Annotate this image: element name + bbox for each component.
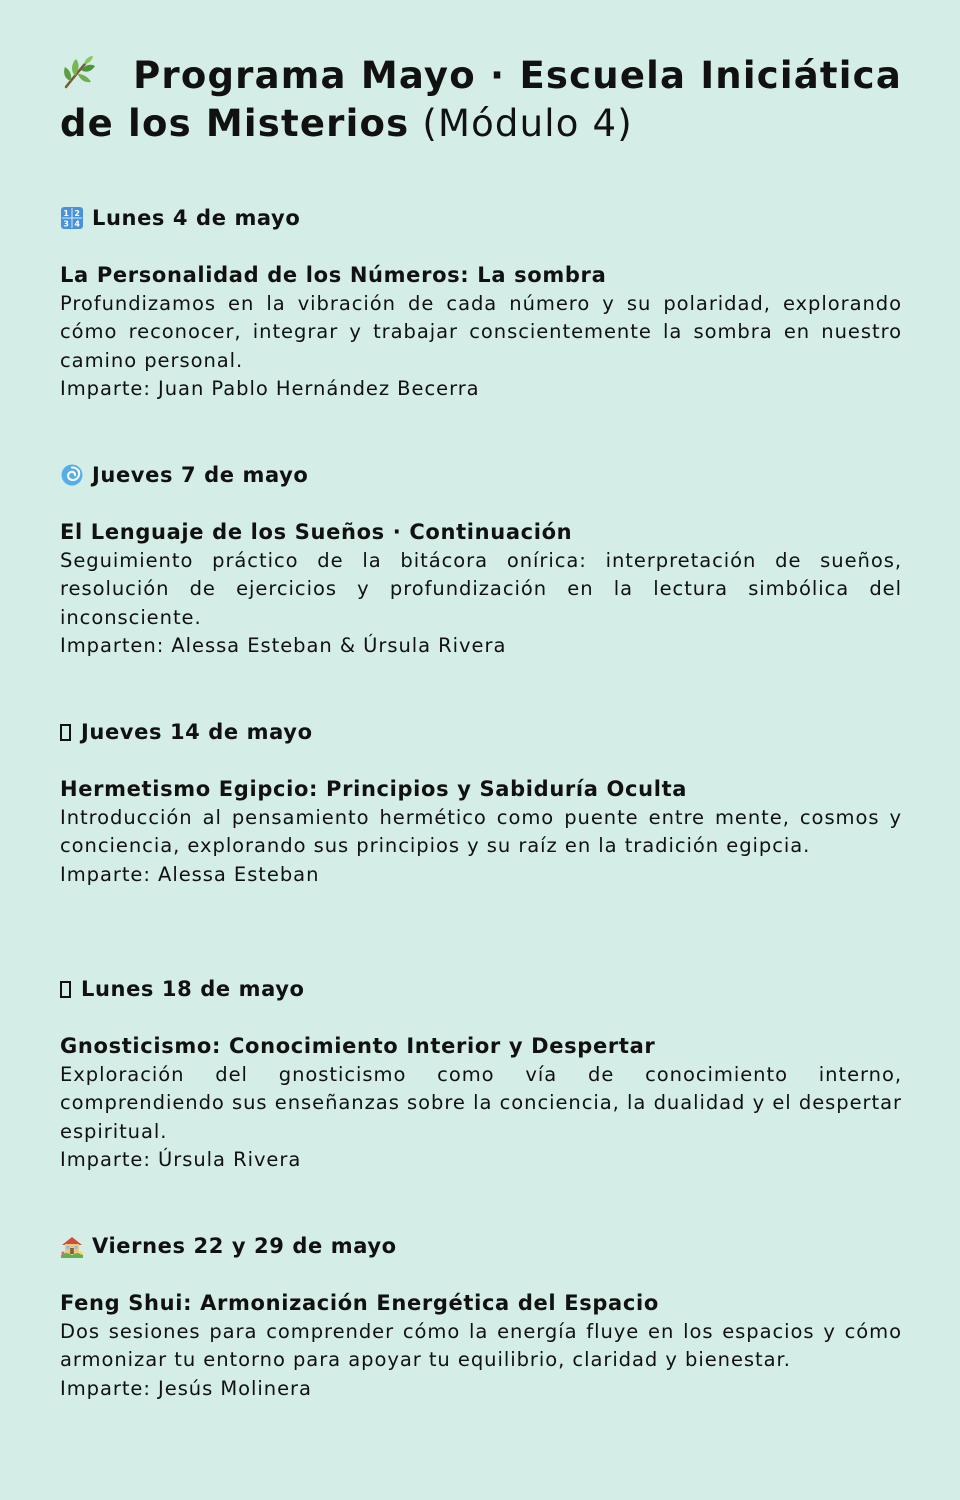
herb-icon <box>60 54 96 90</box>
session-date <box>60 1231 902 1261</box>
svg-text:3: 3 <box>63 219 70 229</box>
session-card-2 <box>60 460 902 660</box>
session-date-label: Jueves 14 de mayo <box>81 720 313 744</box>
session-card-3 <box>60 717 902 889</box>
cyclone-icon <box>60 463 84 487</box>
title-main: Programa Mayo · Escuela Iniciática de los Misterios <box>60 54 902 145</box>
session-description: Dos sesiones para comprender cómo la energía fluye en los espacios y cómo armonizar tu entorno para apoyar tu equilibrio, claridad y bienestar. <box>60 1320 902 1372</box>
session-title: El Lenguaje de los Sueños · Continuación <box>60 520 573 544</box>
svg-text:1: 1 <box>63 209 70 218</box>
session-date <box>60 203 902 233</box>
session-teacher: Imparte: Jesús Molinera <box>60 1376 312 1400</box>
session-date <box>60 974 902 1004</box>
missing-glyph-icon <box>60 981 71 998</box>
page-title <box>60 52 902 148</box>
session-date <box>60 460 902 490</box>
session-card-1 <box>60 203 902 403</box>
session-date <box>60 717 902 747</box>
session-date-label: Jueves 7 de mayo <box>92 463 309 487</box>
session-card-4 <box>60 974 902 1174</box>
svg-text:2: 2 <box>74 209 81 218</box>
title-module: (Módulo 4) <box>422 102 633 145</box>
session-title: Feng Shui: Armonización Energética del Espacio <box>60 1291 659 1315</box>
session-title: Gnosticismo: Conocimiento Interior y Despertar <box>60 1034 656 1058</box>
session-date-label: Lunes 18 de mayo <box>81 977 305 1001</box>
session-description: Introducción al pensamiento hermético como puente entre mente, cosmos y conciencia, explorando sus principios y su raíz en la tradición egipcia. <box>60 806 902 858</box>
session-description: Seguimiento práctico de la bitácora onírica: interpretación de sueños, resolución de ejercicios y profundización en la lectura simbólica del inconsciente. <box>60 549 902 629</box>
session-teacher: Imparte: Alessa Esteban <box>60 862 320 886</box>
session-teacher: Imparte: Úrsula Rivera <box>60 1147 302 1171</box>
session-title: Hermetismo Egipcio: Principios y Sabiduría Oculta <box>60 777 688 801</box>
session-date-label: Viernes 22 y 29 de mayo <box>92 1234 397 1258</box>
svg-text:4: 4 <box>74 219 81 229</box>
session-title: La Personalidad de los Números: La sombra <box>60 263 607 287</box>
session-date-label: Lunes 4 de mayo <box>92 206 301 230</box>
session-description: Exploración del gnosticismo como vía de conocimiento interno, comprendiendo sus enseñanzas sobre la conciencia, la dualidad y el despertar espiritual. <box>60 1063 902 1143</box>
session-description: Profundizamos en la vibración de cada número y su polaridad, explorando cómo reconocer, integrar y trabajar conscientemente la sombra en nuestro camino personal. <box>60 292 902 372</box>
session-teacher: Imparte: Juan Pablo Hernández Becerra <box>60 376 480 400</box>
session-teacher: Imparten: Alessa Esteban & Úrsula Rivera <box>60 633 507 657</box>
session-card-5 <box>60 1231 902 1403</box>
missing-glyph-icon <box>60 724 71 741</box>
numbers-icon <box>60 206 84 230</box>
house-garden-icon <box>60 1234 84 1258</box>
